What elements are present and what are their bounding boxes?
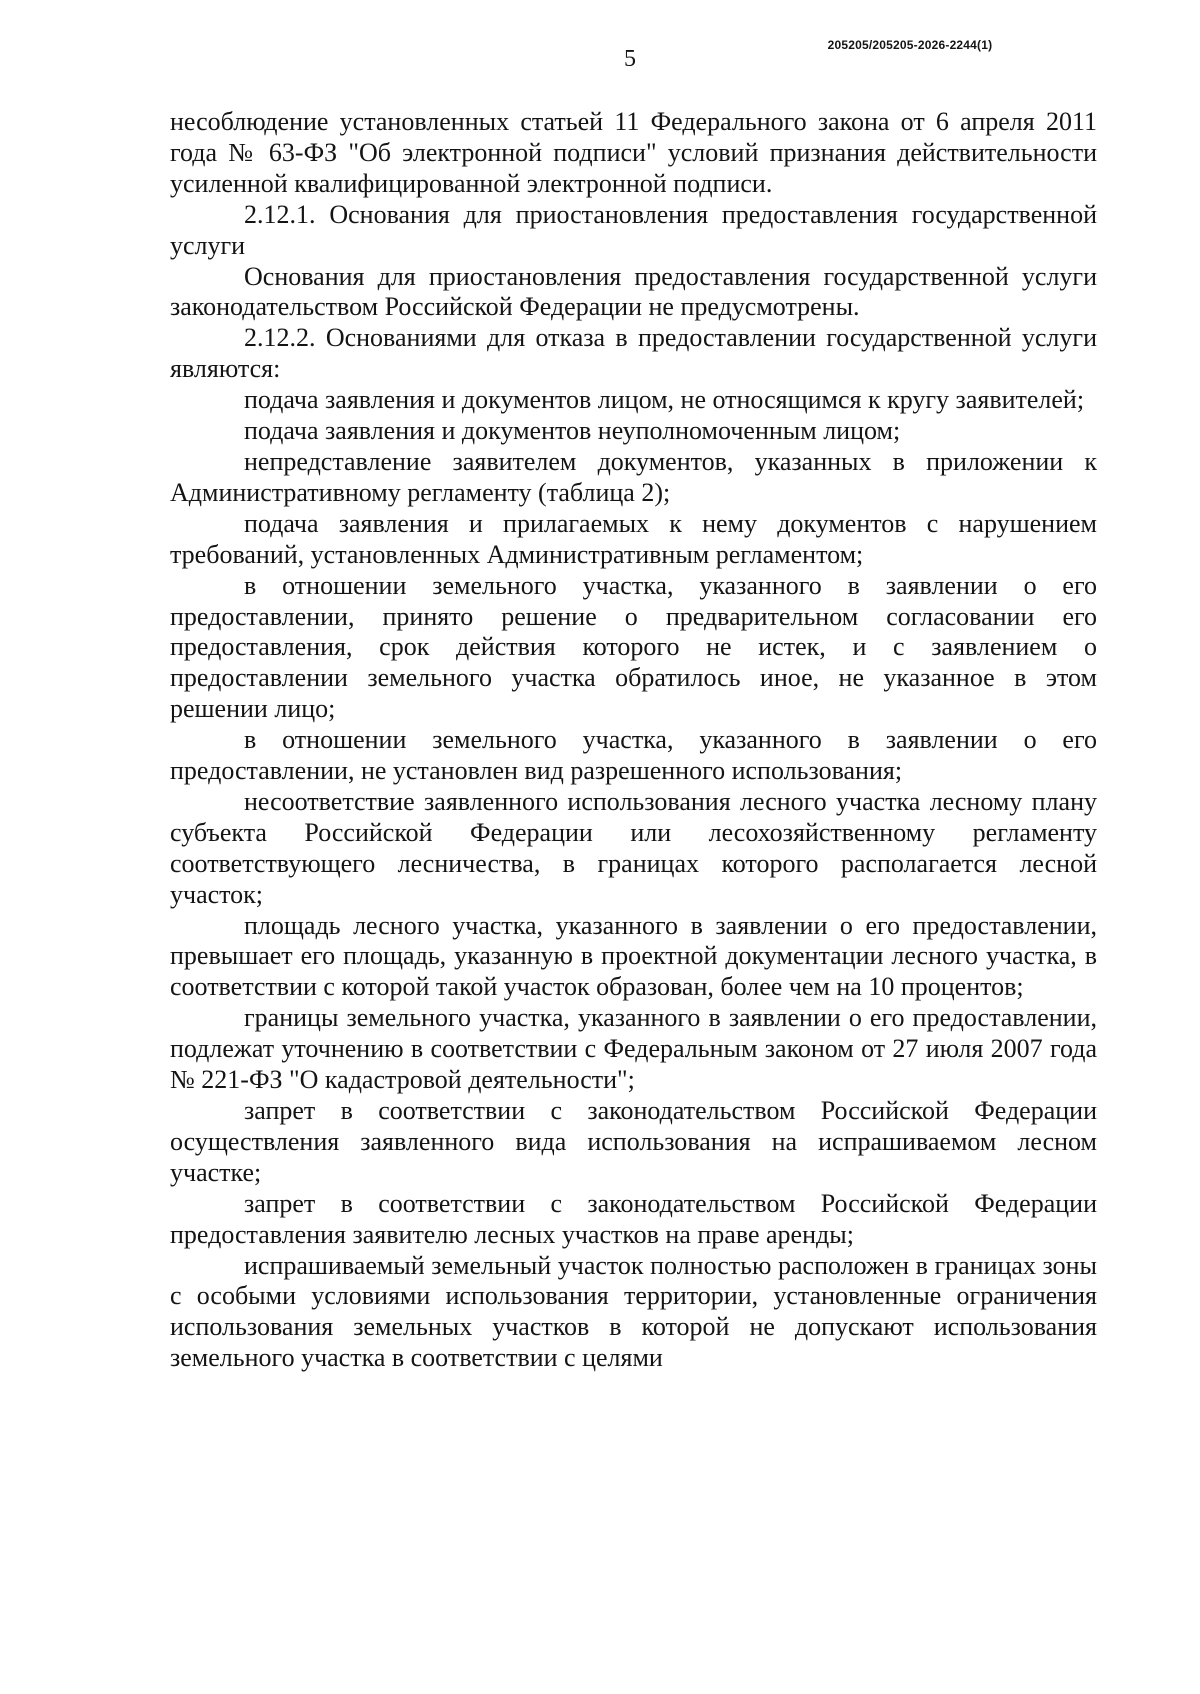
paragraph-2-12-2-heading: 2.12.2. Основаниями для отказа в предоставлении государственной услуги являются:: [170, 323, 1097, 384]
list-item-prior-approval: в отношении земельного участка, указанного в заявлении о его предоставлении, принято решение о предварительном согласовании его предоставления, срок действия которого не истек, и с заявлением о предоставлении земельного участка обратилось иное, не указанное в этом решении лицо;: [170, 570, 1097, 724]
paragraph-2-12-1-heading: 2.12.1. Основания для приостановления предоставления государственной услуги: [170, 199, 1097, 260]
list-item-area-exceeds: площадь лесного участка, указанного в заявлении о его предоставлении, превышает его площадь, указанную в проектной документации лесного участка, в соответствии с которой такой участок образован, более чем на 10 процентов;: [170, 910, 1097, 1002]
list-item-use-prohibited: запрет в соответствии с законодательством Российской Федерации осуществления заявленного вида использования на испрашиваемом лесном участке;: [170, 1096, 1097, 1187]
list-item-lease-prohibited: запрет в соответствии с законодательством Российской Федерации предоставления заявителю лесных участков на праве аренды;: [170, 1188, 1097, 1249]
list-item-unauthorized-person: подача заявления и документов неуполномоченным лицом;: [244, 416, 901, 446]
list-item-special-zone: испрашиваемый земельный участок полностью расположен в границах зоны с особыми условиями использования территории, установленные ограничения использования земельных участков в которой не допускают использования земельного участка в соответствии с целями: [170, 1250, 1097, 1373]
list-item-boundaries-clarification: границы земельного участка, указанного в заявлении о его предоставлении, подлежат уточнению в соответствии с Федеральным законом от 27 июля 2007 года № 221-ФЗ "О кадастровой деятельности";: [170, 1003, 1097, 1095]
list-item-forest-plan-mismatch: несоответствие заявленного использования лесного участка лесному плану субъекта Российской Федерации или лесохозяйственному регламенту соответствующего лесничества, в границах которого располагается лесной участок;: [170, 786, 1097, 909]
document-body: [170, 107, 1097, 1374]
page-number: 5: [624, 46, 636, 72]
list-item-no-permitted-use: в отношении земельного участка, указанного в заявлении о его предоставлении, не установлен вид разрешенного использования;: [170, 725, 1097, 786]
list-item-not-applicant: подача заявления и документов лицом, не относящимся к кругу заявителей;: [244, 385, 1085, 415]
list-item-missing-documents: непредставление заявителем документов, указанных в приложении к Административному регламенту (таблица 2);: [170, 446, 1097, 507]
paragraph-signature-validity: несоблюдение установленных статьей 11 Федерального закона от 6 апреля 2011 года № 63-ФЗ "Об электронной подписи" условий признания действительности усиленной квалифицированной электронной подписи.: [170, 107, 1097, 198]
document-id: 205205/205205-2026-2244(1): [827, 38, 993, 52]
paragraph-suspension-grounds: Основания для приостановления предоставления государственной услуги законодательством Российской Федерации не предусмотрены.: [170, 261, 1097, 322]
list-item-requirements-violation: подача заявления и прилагаемых к нему документов с нарушением требований, установленных Административным регламентом;: [170, 508, 1097, 569]
